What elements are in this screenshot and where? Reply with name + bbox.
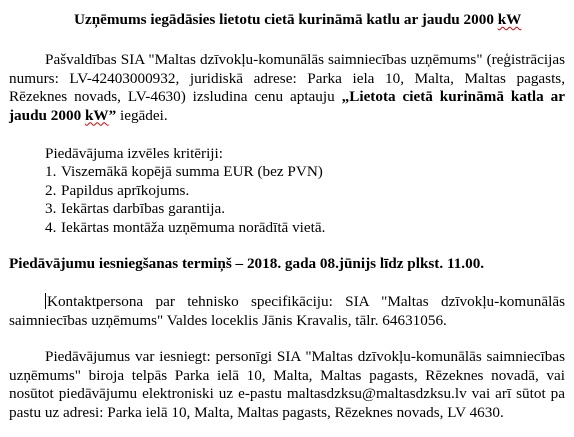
criteria-heading: Piedāvājuma izvēles kritēriji: [45,145,223,163]
document-title [9,11,565,29]
criteria-number: 4. [45,218,57,236]
text-cursor [45,293,46,309]
criteria-item [45,200,565,218]
criteria-text: Papildus aprīkojums. [61,181,190,199]
criteria-text: Iekārtas darbības garantija. [61,200,226,218]
criteria-number: 3. [45,200,57,218]
criteria-list [9,163,565,237]
intro-bold-kw: kW [84,106,109,124]
intro-text-end: iegādei. [116,106,168,124]
title-text: Uzņēmums iegādāsies lietotu cietā kurināmā katlu ar jaudu 2000 [74,11,498,28]
intro-text: Pašvaldības SIA "Maltas dzīvokļu-komunālās saimniecības uzņēmums" (reģistrācijas numurs: LV-42403000932, juridiskā adrese: Parka iela 10, Malta, Maltas pagasts, Rēzeknes novads, LV-4630) izsludina cenu aptauju [9,51,565,106]
criteria-item [45,219,565,237]
contact-text: Kontaktpersona par tehnisko specifikāciju: SIA "Maltas dzīvokļu-komunālās saimniecības uzņēmums" Valdes loceklis Jānis Kravalis, tālr. 64631056. [9,293,565,329]
submission-paragraph: Piedāvājumus var iesniegt: personīgi SIA "Maltas dzīvokļu-komunālās saimniecības uzņēmums" biroja telpās Parka ielā 10, Malta, Maltas pagasts, Rēzeknes novadā, vai nosūtot piedāvājumu elektroniski uz e-pastu maltasdzksu@maltasdzksu.lv vai arī sūtot pa pastu uz adresi: Parka ielā 10, Malta, Maltas pagasts, Rēzeknes novads, LV 4630. [9,348,565,421]
criteria-text: Iekārtas montāža uzņēmuma norādītā vietā. [61,218,326,236]
criteria-number: 1. [45,163,57,181]
criteria-number: 2. [45,181,57,199]
title-kw-misspelled: kW [497,11,522,28]
contact-paragraph[interactable] [9,293,565,330]
intro-bold-close: ” [108,106,117,124]
intro-paragraph [9,51,565,125]
intro-bold-quote: „Lietota cietā kurināmā katla ar jaudu 2000 [9,88,565,124]
criteria-text: Viszemākā kopējā summa EUR (bez PVN) [61,163,323,181]
document-page [9,11,565,422]
criteria-item [45,163,565,181]
deadline-line: Piedāvājumu iesniegšanas termiņš – 2018. gada 08.jūnijs līdz plkst. 11.00. [9,255,485,273]
criteria-item [45,182,565,200]
